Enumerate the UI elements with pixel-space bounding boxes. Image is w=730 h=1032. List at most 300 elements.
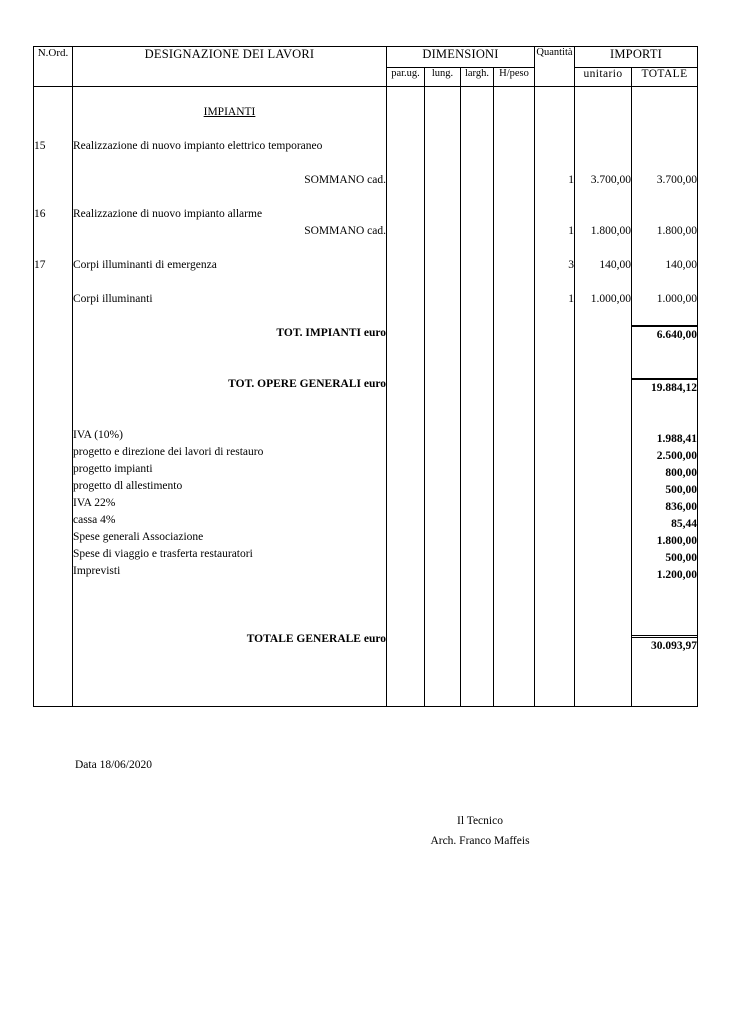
- h-peso-value: [494, 393, 534, 410]
- quantita-value: [535, 376, 574, 393]
- totale-value: [632, 601, 697, 618]
- totale-value: 3.700,00: [656, 174, 698, 186]
- par-ug-value: [387, 461, 424, 478]
- par-ug-value: [387, 427, 424, 444]
- totale-value: 2.500,00: [656, 450, 698, 462]
- largh-value: [461, 461, 493, 478]
- unitario-value: [575, 682, 631, 699]
- largh-value: [461, 257, 493, 274]
- par-ug-value: [387, 614, 424, 631]
- par-ug-value: [387, 274, 424, 291]
- largh-value: [461, 121, 493, 138]
- n-ord-value: [34, 563, 72, 580]
- h-peso-value: [494, 631, 534, 648]
- par-ug-value: [387, 631, 424, 648]
- extra-cost-row: cassa 4%: [73, 514, 116, 526]
- totale-value: [632, 655, 697, 672]
- table-body: [34, 87, 698, 707]
- totale-value: [632, 584, 697, 601]
- totale-value: 19.884,12: [632, 378, 697, 397]
- par-ug-value: [387, 597, 424, 614]
- largh-value: [461, 223, 493, 240]
- par-ug-value: [387, 512, 424, 529]
- empty-cell: [34, 121, 72, 138]
- quantita-value: [535, 682, 574, 699]
- unitario-value: [575, 529, 631, 546]
- empty-row: [73, 189, 386, 206]
- par-ug-value: [387, 546, 424, 563]
- total-row: TOT. OPERE GENERALI euro: [228, 378, 386, 390]
- quantita-value: [535, 461, 574, 478]
- largh-value: [461, 682, 493, 699]
- lung-value: [425, 512, 460, 529]
- h-peso-value: [494, 563, 534, 580]
- largh-value: [461, 665, 493, 682]
- largh-value: [461, 87, 493, 104]
- h-peso-value: [494, 155, 534, 172]
- largh-value: [461, 138, 493, 155]
- h-peso-value: [494, 461, 534, 478]
- largh-value: [461, 155, 493, 172]
- unitario-value: [575, 665, 631, 682]
- unitario-value: [575, 87, 631, 104]
- unitario-value: [575, 478, 631, 495]
- work-item-row: SOMMANO cad.: [304, 174, 386, 186]
- largh-value: [461, 274, 493, 291]
- header-row-1: [34, 47, 698, 68]
- empty-row: [73, 648, 386, 665]
- totale-value: [632, 104, 697, 121]
- quantita-value: [535, 155, 574, 172]
- column-header-totale: TOTALE: [632, 68, 698, 87]
- h-peso-value: [494, 308, 534, 325]
- cell-largh-column: [461, 87, 494, 707]
- unitario-value: [575, 206, 631, 223]
- column-header-lung: lung.: [425, 68, 461, 87]
- largh-value: [461, 427, 493, 444]
- totale-value: 1.200,00: [656, 569, 698, 581]
- lung-value: [425, 87, 460, 104]
- n-ord-value: [34, 478, 72, 495]
- n-ord-value: [34, 376, 72, 393]
- largh-value: [461, 240, 493, 257]
- totale-value: 1.988,41: [656, 433, 698, 445]
- largh-value: [461, 104, 493, 121]
- quantita-value: [535, 308, 574, 325]
- empty-row: [73, 155, 386, 172]
- empty-cell: [34, 665, 72, 682]
- lung-value: [425, 393, 460, 410]
- largh-value: [461, 444, 493, 461]
- lung-value: [425, 580, 460, 597]
- h-peso-value: [494, 614, 534, 631]
- quantita-value: [535, 478, 574, 495]
- unitario-value: [575, 104, 631, 121]
- quantita-value: [535, 427, 574, 444]
- empty-row: [73, 87, 386, 104]
- h-peso-value: [494, 223, 534, 240]
- empty-cell: [34, 614, 72, 631]
- computo-metrico-table: [33, 46, 698, 707]
- cell-h-peso-column: [494, 87, 535, 707]
- lung-value: [425, 291, 460, 308]
- cell-quantita-column: [535, 87, 575, 707]
- unitario-value: [575, 121, 631, 138]
- column-header-n-ord: N.Ord.: [34, 47, 73, 87]
- unitario-value: [575, 189, 631, 206]
- quantita-value: [535, 393, 574, 410]
- h-peso-value: [494, 512, 534, 529]
- totale-value: 800,00: [665, 467, 698, 479]
- empty-cell: [34, 580, 72, 597]
- extra-cost-row: IVA (10%): [73, 429, 123, 441]
- h-peso-value: [494, 427, 534, 444]
- quantita-value: [535, 495, 574, 512]
- n-ord-value: 15: [34, 140, 46, 152]
- unitario-value: [575, 512, 631, 529]
- quantita-column-stack: [535, 87, 574, 699]
- h-peso-column-stack: [494, 87, 534, 699]
- totale-value: 1.000,00: [656, 293, 698, 305]
- extra-cost-row: Spese di viaggio e trasferta restauratori: [73, 548, 253, 560]
- largh-value: [461, 546, 493, 563]
- extra-cost-row: Imprevisti: [73, 565, 121, 577]
- table-header: [34, 47, 698, 87]
- extra-cost-row: progetto e direzione dei lavori di restauro: [73, 446, 264, 458]
- par-ug-value: [387, 138, 424, 155]
- largh-value: [461, 631, 493, 648]
- totale-value: [632, 308, 697, 325]
- n-ord-value: [34, 172, 72, 189]
- totale-value: [632, 206, 697, 223]
- largh-column-stack: [461, 87, 493, 699]
- h-peso-value: [494, 410, 534, 427]
- n-ord-value: [34, 223, 72, 240]
- totale-value: [632, 87, 697, 104]
- unitario-value: [575, 648, 631, 665]
- extra-cost-row: progetto dl allestimento: [73, 480, 183, 492]
- unitario-value: 1.800,00: [590, 225, 631, 237]
- par-ug-value: [387, 172, 424, 189]
- par-ug-value: [387, 478, 424, 495]
- quantita-value: [535, 444, 574, 461]
- work-item-row: Realizzazione di nuovo impianto elettrico temporaneo: [73, 140, 323, 152]
- empty-row: [73, 597, 386, 614]
- quantita-value: [535, 189, 574, 206]
- quantita-value: [535, 631, 574, 648]
- h-peso-value: [494, 291, 534, 308]
- totale-value: [632, 121, 697, 138]
- largh-value: [461, 580, 493, 597]
- column-header-largh: largh.: [461, 68, 494, 87]
- section-row: [73, 104, 386, 121]
- h-peso-value: [494, 580, 534, 597]
- quantita-value: [535, 410, 574, 427]
- unitario-value: [575, 427, 631, 444]
- par-ug-value: [387, 325, 424, 342]
- quantita-value: [535, 359, 574, 376]
- cell-par-ug-column: [387, 87, 425, 707]
- largh-value: [461, 478, 493, 495]
- lung-value: [425, 172, 460, 189]
- totale-value: [632, 240, 697, 257]
- par-ug-value: [387, 665, 424, 682]
- n-ord-value: [34, 631, 72, 648]
- unitario-value: 140,00: [599, 259, 631, 271]
- lung-value: [425, 444, 460, 461]
- par-ug-value: [387, 121, 424, 138]
- lung-value: [425, 223, 460, 240]
- lung-value: [425, 427, 460, 444]
- largh-value: [461, 563, 493, 580]
- lung-value: [425, 478, 460, 495]
- lung-value: [425, 104, 460, 121]
- lung-value: [425, 631, 460, 648]
- lung-value: [425, 563, 460, 580]
- quantita-value: [535, 121, 574, 138]
- quantita-value: [535, 512, 574, 529]
- lung-value: [425, 240, 460, 257]
- lung-value: [425, 614, 460, 631]
- h-peso-value: [494, 359, 534, 376]
- empty-row: [73, 393, 386, 410]
- par-ug-value: [387, 580, 424, 597]
- lung-value: [425, 546, 460, 563]
- empty-cell: [34, 240, 72, 257]
- quantita-value: [535, 274, 574, 291]
- h-peso-value: [494, 444, 534, 461]
- section-title-impianti: IMPIANTI: [203, 106, 256, 118]
- largh-value: [461, 376, 493, 393]
- largh-value: [461, 597, 493, 614]
- extra-cost-row: Spese generali Associazione: [73, 531, 204, 543]
- h-peso-value: [494, 257, 534, 274]
- totale-value: [632, 344, 697, 361]
- par-ug-value: [387, 444, 424, 461]
- empty-row: [73, 410, 386, 427]
- h-peso-value: [494, 104, 534, 121]
- lung-value: [425, 410, 460, 427]
- largh-value: [461, 648, 493, 665]
- cell-lung-column: [425, 87, 461, 707]
- h-peso-value: [494, 172, 534, 189]
- empty-cell: [34, 189, 72, 206]
- extra-cost-row: progetto impianti: [73, 463, 153, 475]
- empty-cell: [34, 393, 72, 410]
- par-ug-value: [387, 529, 424, 546]
- unitario-value: [575, 597, 631, 614]
- empty-cell: [34, 648, 72, 665]
- par-ug-value: [387, 257, 424, 274]
- cell-n-ord-column: [34, 87, 73, 707]
- par-ug-value: [387, 223, 424, 240]
- quantita-value: 1: [568, 174, 574, 186]
- par-ug-value: [387, 104, 424, 121]
- lung-column-stack: [425, 87, 460, 699]
- lung-value: [425, 155, 460, 172]
- work-item-row: Corpi illuminanti di emergenza: [73, 259, 217, 271]
- h-peso-value: [494, 138, 534, 155]
- empty-cell: [34, 155, 72, 172]
- lung-value: [425, 376, 460, 393]
- signature-name: Arch. Franco Maffeis: [430, 835, 530, 848]
- largh-value: [461, 291, 493, 308]
- unitario-value: [575, 614, 631, 631]
- lung-value: [425, 529, 460, 546]
- h-peso-value: [494, 682, 534, 699]
- totale-value: [632, 274, 697, 291]
- n-ord-value: 17: [34, 259, 46, 271]
- work-item-row: Realizzazione di nuovo impianto allarme: [73, 208, 263, 220]
- lung-value: [425, 274, 460, 291]
- quantita-value: [535, 206, 574, 223]
- par-ug-value: [387, 393, 424, 410]
- n-ord-value: [34, 444, 72, 461]
- par-ug-value: [387, 189, 424, 206]
- largh-value: [461, 614, 493, 631]
- lung-value: [425, 359, 460, 376]
- empty-row: [73, 580, 386, 597]
- empty-row: [73, 342, 386, 359]
- unitario-value: [575, 410, 631, 427]
- empty-row: [73, 614, 386, 631]
- column-header-designazione: DESIGNAZIONE DEI LAVORI: [73, 47, 387, 87]
- column-header-quantita: Quantità: [535, 47, 575, 87]
- quantita-value: [535, 138, 574, 155]
- empty-cell: [34, 87, 72, 104]
- unitario-value: [575, 546, 631, 563]
- h-peso-value: [494, 478, 534, 495]
- empty-row: [73, 274, 386, 291]
- totale-column-stack: [632, 87, 697, 706]
- par-ug-value: [387, 342, 424, 359]
- totale-value: [632, 138, 697, 155]
- quantita-value: 1: [568, 293, 574, 305]
- lung-value: [425, 665, 460, 682]
- h-peso-value: [494, 325, 534, 342]
- lung-value: [425, 121, 460, 138]
- h-peso-value: [494, 189, 534, 206]
- unitario-value: [575, 563, 631, 580]
- unitario-value: [575, 359, 631, 376]
- largh-value: [461, 189, 493, 206]
- cell-designazione-column: [73, 87, 387, 707]
- table-body-grid-row: [34, 87, 698, 707]
- par-ug-column-stack: [387, 87, 424, 699]
- h-peso-value: [494, 665, 534, 682]
- work-item-row: Corpi illuminanti: [73, 293, 153, 305]
- lung-value: [425, 308, 460, 325]
- empty-cell: [34, 410, 72, 427]
- empty-row: [73, 308, 386, 325]
- totale-value: 500,00: [665, 484, 698, 496]
- par-ug-value: [387, 155, 424, 172]
- column-header-importi: IMPORTI: [575, 47, 698, 68]
- totale-value: [632, 397, 697, 414]
- h-peso-value: [494, 495, 534, 512]
- totale-value: 1.800,00: [656, 535, 698, 547]
- quantita-value: 3: [568, 259, 574, 271]
- n-ord-value: [34, 529, 72, 546]
- unitario-value: [575, 325, 631, 342]
- quantita-value: [535, 563, 574, 580]
- totale-value: [632, 672, 697, 689]
- h-peso-value: [494, 87, 534, 104]
- unitario-value: [575, 495, 631, 512]
- column-header-h-peso: H/peso: [494, 68, 535, 87]
- column-header-dimensioni: DIMENSIONI: [387, 47, 535, 68]
- empty-cell: [34, 359, 72, 376]
- largh-value: [461, 495, 493, 512]
- unitario-value: [575, 393, 631, 410]
- quantita-value: [535, 580, 574, 597]
- n-ord-column-stack: [34, 87, 72, 699]
- empty-cell: [34, 597, 72, 614]
- lung-value: [425, 342, 460, 359]
- largh-value: [461, 512, 493, 529]
- largh-value: [461, 342, 493, 359]
- par-ug-value: [387, 682, 424, 699]
- par-ug-value: [387, 87, 424, 104]
- h-peso-value: [494, 206, 534, 223]
- unitario-value: [575, 461, 631, 478]
- empty-cell: [34, 682, 72, 699]
- unitario-value: [575, 444, 631, 461]
- largh-value: [461, 359, 493, 376]
- empty-cell: [34, 274, 72, 291]
- h-peso-value: [494, 546, 534, 563]
- totale-value: 836,00: [665, 501, 698, 513]
- empty-row: [73, 121, 386, 138]
- h-peso-value: [494, 648, 534, 665]
- total-row: TOTALE GENERALE euro: [246, 633, 386, 645]
- empty-row: [73, 682, 386, 699]
- work-item-row: SOMMANO cad.: [304, 225, 386, 237]
- lung-value: [425, 495, 460, 512]
- quantita-value: [535, 104, 574, 121]
- empty-row: [73, 359, 386, 376]
- h-peso-value: [494, 240, 534, 257]
- largh-value: [461, 172, 493, 189]
- quantita-value: [535, 648, 574, 665]
- totale-value: [632, 361, 697, 378]
- h-peso-value: [494, 274, 534, 291]
- largh-value: [461, 206, 493, 223]
- quantita-value: [535, 597, 574, 614]
- quantita-value: [535, 529, 574, 546]
- totale-value: [632, 689, 697, 706]
- lung-value: [425, 648, 460, 665]
- quantita-value: [535, 325, 574, 342]
- n-ord-value: [34, 512, 72, 529]
- unitario-value: [575, 631, 631, 648]
- n-ord-value: [34, 461, 72, 478]
- n-ord-value: [34, 325, 72, 342]
- unitario-value: [575, 240, 631, 257]
- n-ord-value: 16: [34, 208, 46, 220]
- par-ug-value: [387, 291, 424, 308]
- h-peso-value: [494, 529, 534, 546]
- unitario-column-stack: [575, 87, 631, 699]
- largh-value: [461, 308, 493, 325]
- par-ug-value: [387, 563, 424, 580]
- lung-value: [425, 597, 460, 614]
- totale-value: 140,00: [665, 259, 698, 271]
- unitario-value: [575, 138, 631, 155]
- signature-title: Il Tecnico: [457, 815, 503, 827]
- totale-value: 85,44: [671, 518, 698, 530]
- largh-value: [461, 325, 493, 342]
